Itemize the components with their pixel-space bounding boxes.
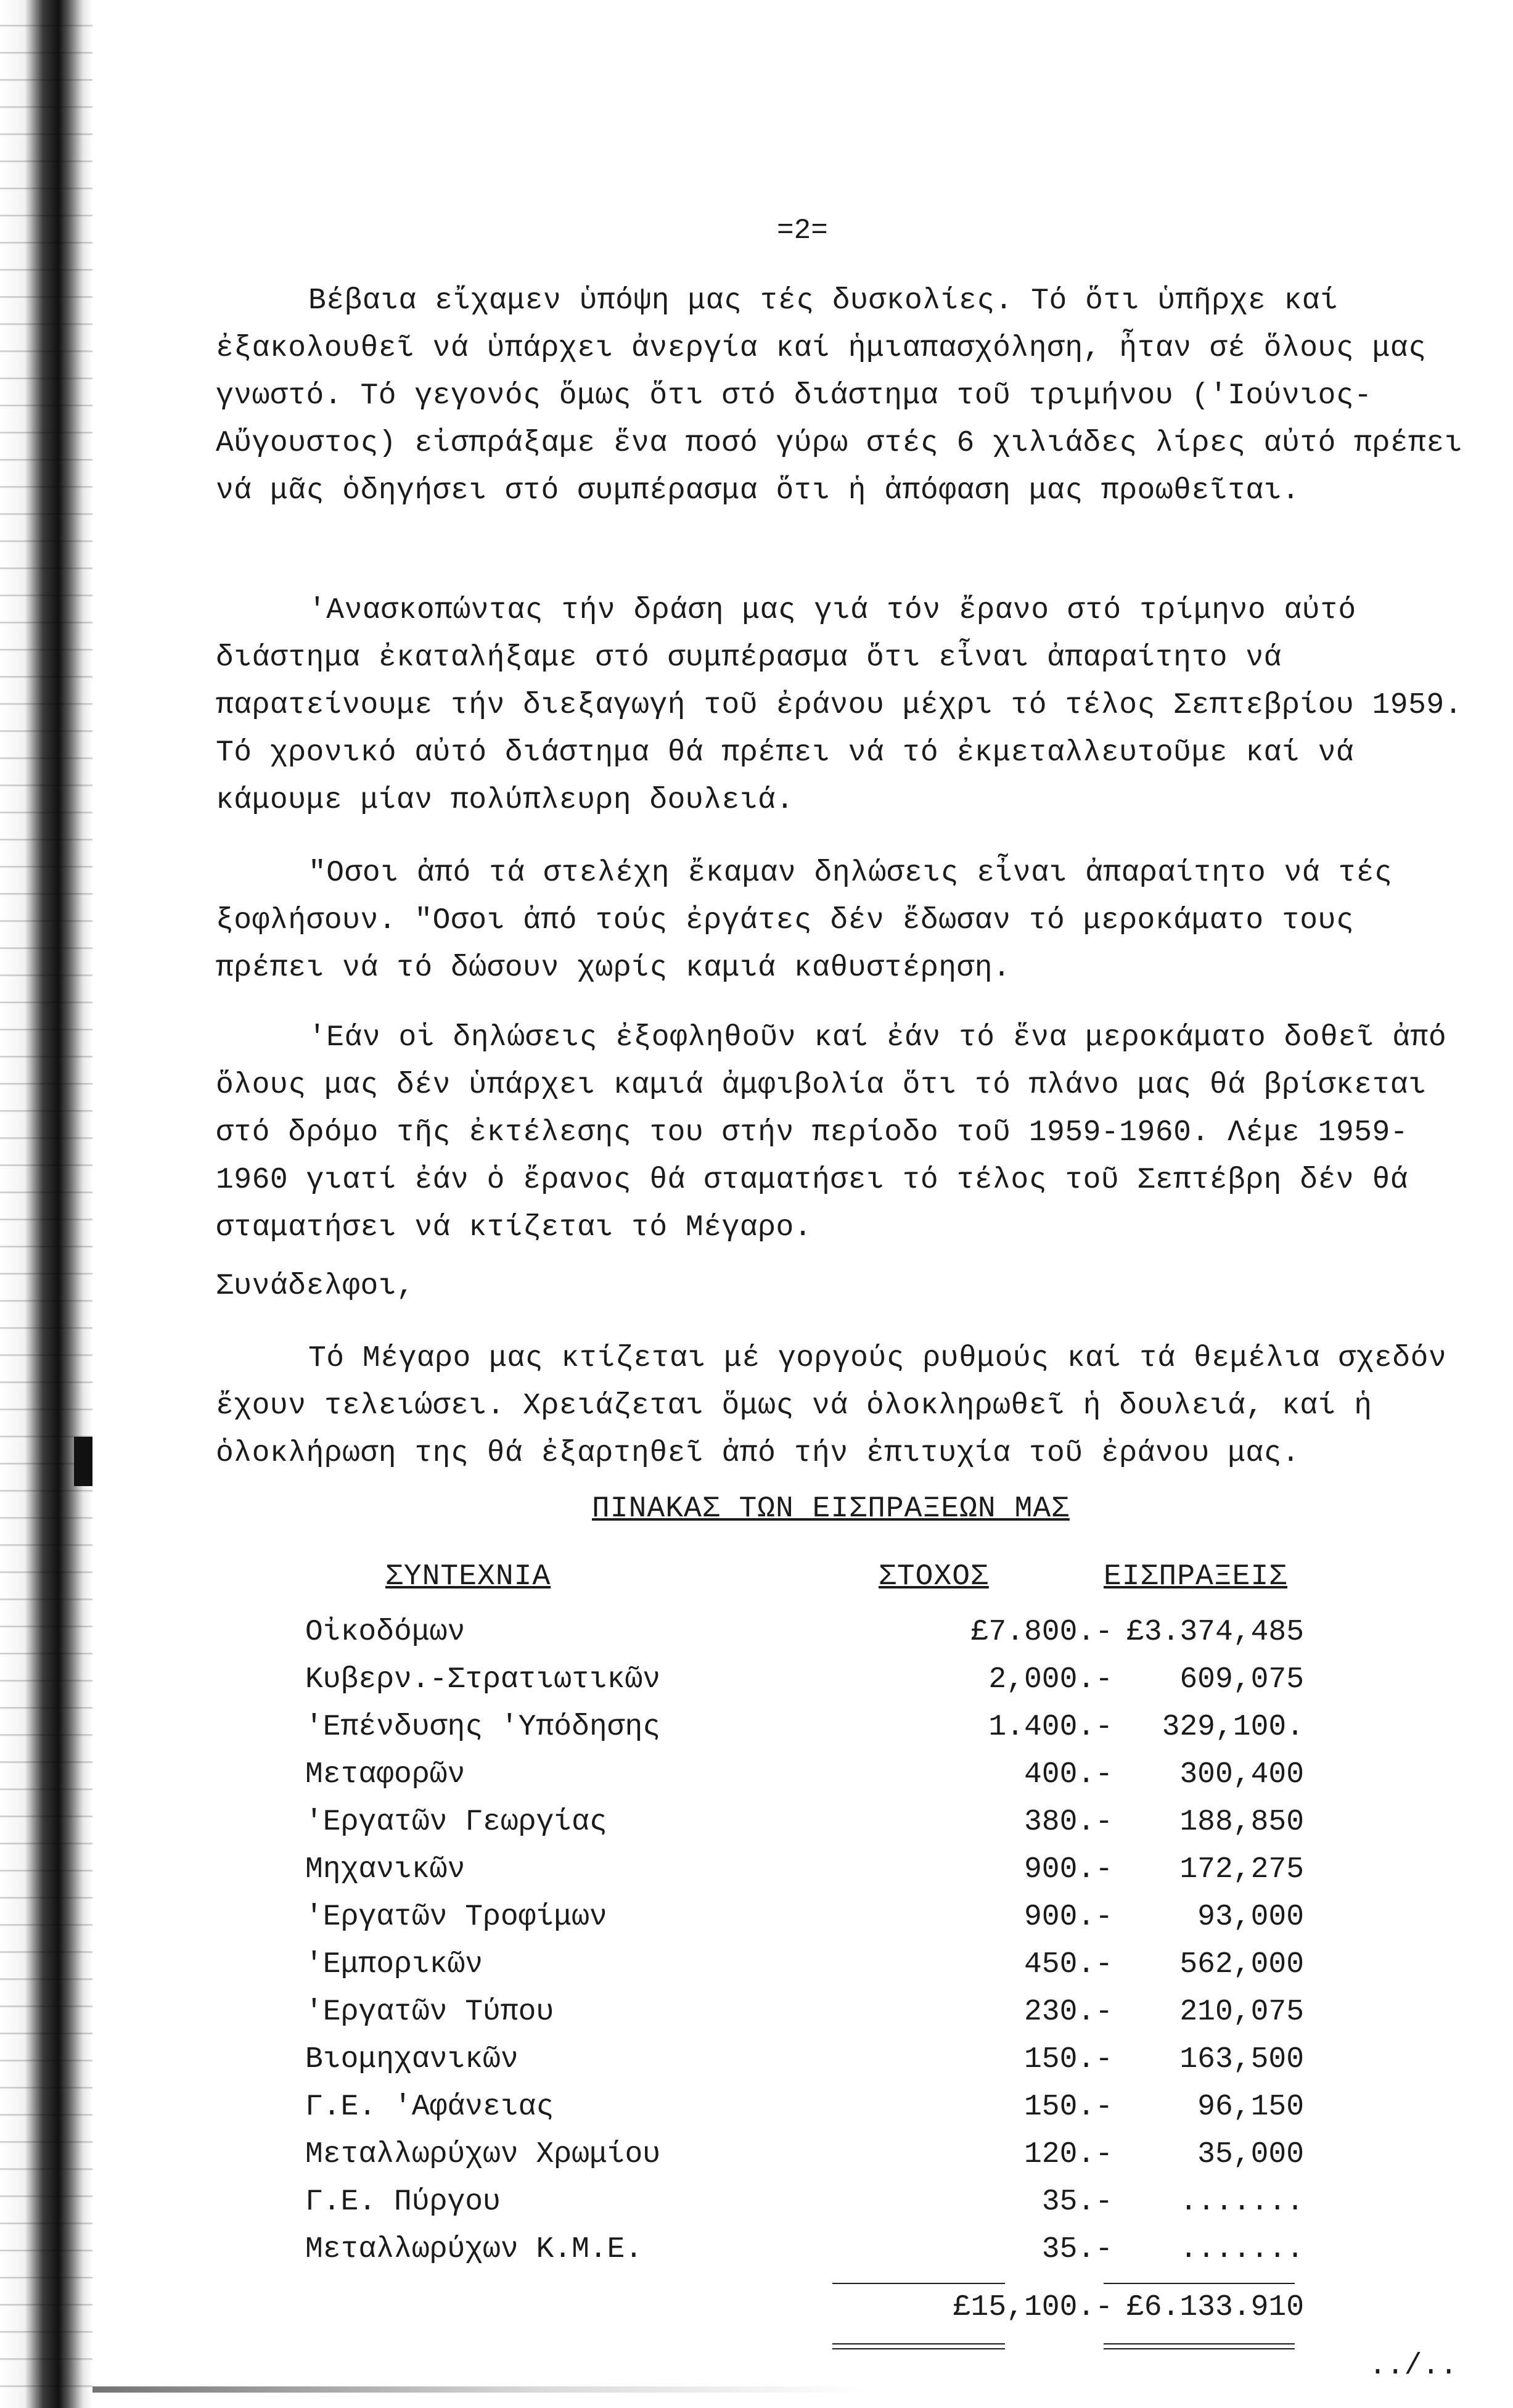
column-header-income: ΕΙΣΠΡΑΞΕΙΣ <box>1104 1560 1288 1593</box>
income-value: ....... <box>1179 2233 1304 2266</box>
income-value: 172,275 <box>1179 1853 1304 1886</box>
salutation: Συνάδελφοι, <box>216 1270 415 1303</box>
target-value: 2,000.- <box>988 1663 1113 1696</box>
total-target: £15,100.- <box>953 2291 1113 2324</box>
target-value: 380.- <box>1023 1806 1113 1839</box>
table-row <box>305 2233 1304 2280</box>
table-row <box>305 2090 1304 2138</box>
table-total-row <box>305 2291 1304 2340</box>
target-value: 150.- <box>1023 2043 1113 2076</box>
target-value: 900.- <box>1023 1853 1113 1886</box>
income-value: 188,850 <box>1179 1806 1304 1839</box>
paragraph-1: Βέβαια εἴχαμεν ὑπόψη μας τές δυσκολίες. Τό ὅτι ὑπῆρχε καί ἐξακολουθεῖ νά ὑπάρχει ἀνεργία καί ἡμιαπασχόληση, ἦταν σέ ὅλους μας γνωστό. Τό γεγονός ὅμως ὅτι στό διάστημα τοῦ τριμήνου ('Ιούνιος-Αὔγουστος) εἰσπράξαμε ἕνα ποσό γύρω στές 6 χιλιάδες λίρες αὐτό πρέπει νά μᾶς ὁδηγήσει στό συμπέρασμα ὅτι ἡ ἀπόφαση μας προωθεῖται. <box>216 284 1463 507</box>
target-value: £7.800.- <box>970 1616 1113 1649</box>
paragraph-4: 'Εάν οἱ δηλώσεις ἐξοφληθοῦν καί ἐάν τό ἕνα μεροκάματο δοθεῖ ἀπό ὅλους μας δέν ὑπάρχει καμιά ἀμφιβολία ὅτι τό πλάνο μας θά βρίσκεται στό δρόμο τῆς ἐκτέλεσης του στήν περίοδο τοῦ 1959-1960. Λέμε 1959-1960 γιατί ἐάν ὁ ἔρανος θά σταματήσει τό τέλος τοῦ Σεπτέβρη δέν θά σταματήσει νά κτίζεται τό Μέγαρο. <box>216 1021 1447 1244</box>
income-value: 35,000 <box>1197 2138 1304 2171</box>
union-name: Μεταλλωρύχων Χρωμίου <box>305 2138 661 2171</box>
income-value: 329,100. <box>1162 1711 1304 1744</box>
target-value: 400.- <box>1023 1758 1113 1791</box>
target-value: 35.- <box>1041 2185 1113 2219</box>
union-name: Μεταφορῶν <box>305 1758 465 1791</box>
table-row <box>305 2138 1304 2185</box>
column-header-target: ΣΤΟΧΟΣ <box>879 1560 989 1593</box>
union-name: Γ.Ε. 'Αφάνειας <box>305 2090 554 2124</box>
target-value: 1.400.- <box>988 1711 1113 1744</box>
income-total-double-rule <box>1104 2343 1295 2349</box>
table-row <box>305 1711 1304 1758</box>
target-value: 230.- <box>1023 1995 1113 2029</box>
union-name: 'Επένδυσης 'Υπόδησης <box>305 1711 661 1744</box>
target-sum-rule <box>832 2283 1005 2284</box>
union-name: Κυβερν.-Στρατιωτικῶν <box>305 1663 661 1696</box>
paragraph-3: "Οσοι ἀπό τά στελέχη ἔκαμαν δηλώσεις εἶναι ἀπαραίτητο νά τές ξοφλήσουν. "Οσοι ἀπό τούς ἐργάτες δέν ἔδωσαν τό μεροκάματο τους πρέπει νά τό δώσουν χωρίς καμιά καθυστέρηση. <box>216 857 1393 985</box>
table-title: ΠΙΝΑΚΑΣ ΤΩΝ ΕΙΣΠΡΑΞΕΩΝ ΜΑΣ <box>592 1492 1070 1526</box>
income-table <box>305 1616 1304 2280</box>
union-name: 'Εμπορικῶν <box>305 1948 483 1981</box>
income-value: 163,500 <box>1179 2043 1304 2076</box>
target-total-double-rule <box>832 2343 1005 2349</box>
closing-paragraph: Τό Μέγαρο μας κτίζεται μέ γοργούς ρυθμούς καί τά θεμέλια σχεδόν ἔχουν τελειώσει. Χρειάζεται ὅμως νά ὁλοκληρωθεῖ ἡ δουλειά, καί ἡ ὁλοκλήρωση της θά ἐξαρτηθεῖ ἀπό τήν ἐπιτυχία τοῦ ἐράνου μας. <box>216 1342 1447 1470</box>
union-name: Μεταλλωρύχων Κ.Μ.Ε. <box>305 2233 643 2266</box>
table-row <box>305 1758 1304 1806</box>
paragraph-2: 'Ανασκοπώντας τήν δράση μας γιά τόν ἔρανο στό τρίμηνο αὐτό διάστημα ἐκαταλήξαμε στό συμπέρασμα ὅτι εἶναι ἀπαραίτητο νά παρατείνουμε τήν διεξαγωγή τοῦ ἐράνου μέχρι τό τέλος Σεπτεβρίου 1959. Τό χρονικό αὐτό διάστημα θά πρέπει νά τό ἐκμεταλλευτοῦμε καί νά κάμουμε μίαν πολύπλευρη δουλειά. <box>216 594 1463 817</box>
income-value: 300,400 <box>1179 1758 1304 1791</box>
target-value: 35.- <box>1041 2233 1113 2266</box>
union-name: Οἰκοδόμων <box>305 1616 465 1649</box>
target-value: 900.- <box>1023 1901 1113 1934</box>
table-row <box>305 1853 1304 1901</box>
income-value: 93,000 <box>1197 1901 1304 1934</box>
target-value: 450.- <box>1023 1948 1113 1981</box>
page-number: =2= <box>777 215 828 247</box>
union-name: 'Εργατῶν Γεωργίας <box>305 1806 607 1839</box>
income-value: ....... <box>1179 2185 1304 2219</box>
table-row <box>305 2185 1304 2233</box>
total-income: £6.133.910 <box>1126 2291 1304 2324</box>
table-row <box>305 1663 1304 1711</box>
union-name: Μηχανικῶν <box>305 1853 465 1886</box>
column-header-union: ΣΥΝΤΕΧΝΙΑ <box>385 1560 551 1593</box>
target-value: 150.- <box>1023 2090 1113 2124</box>
union-name: Γ.Ε. Πύργου <box>305 2185 501 2219</box>
table-row <box>305 2043 1304 2090</box>
income-value: 96,150 <box>1197 2090 1304 2124</box>
union-name: 'Εργατῶν Τροφίμων <box>305 1901 607 1934</box>
income-value: £3.374,485 <box>1126 1616 1304 1649</box>
table-row <box>305 1806 1304 1853</box>
continuation-mark: ../.. <box>1369 2349 1458 2383</box>
income-value: 562,000 <box>1179 1948 1304 1981</box>
income-value: 609,075 <box>1179 1663 1304 1696</box>
income-value: 210,075 <box>1179 1995 1304 2029</box>
union-name: Βιομηχανικῶν <box>305 2043 519 2076</box>
table-row <box>305 1995 1304 2043</box>
table-row <box>305 1948 1304 1995</box>
table-row <box>305 1616 1304 1663</box>
income-sum-rule <box>1104 2283 1295 2284</box>
target-value: 120.- <box>1023 2138 1113 2171</box>
union-name: 'Εργατῶν Τύπου <box>305 1995 554 2029</box>
table-row <box>305 1901 1304 1948</box>
